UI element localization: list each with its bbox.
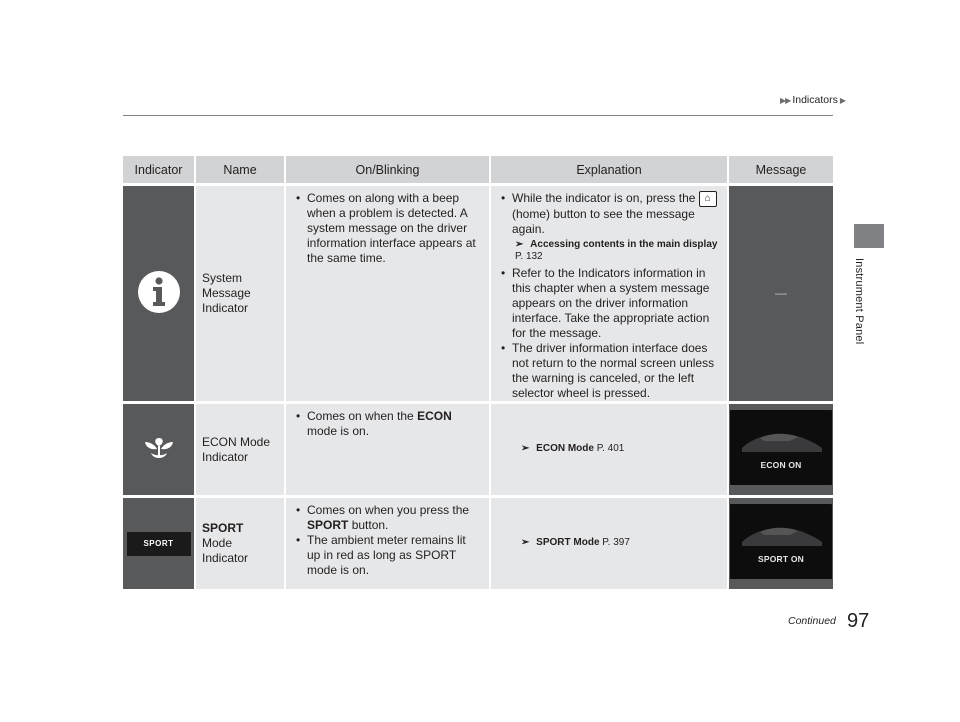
name-cell (196, 495, 286, 589)
explanation-cell (491, 401, 729, 495)
table-row (123, 495, 833, 589)
home-icon: ⌂ (699, 191, 717, 207)
sport-badge-icon: SPORT (127, 532, 191, 556)
col-header-explanation: Explanation (491, 156, 729, 183)
indicator-name: System Message Indicator (202, 271, 251, 315)
message-cell (729, 401, 833, 495)
reference-title[interactable]: ECON Mode (536, 443, 594, 454)
page-number: 97 (847, 610, 870, 632)
message-cell (729, 183, 833, 401)
indicators-table (123, 156, 833, 589)
list-item: • Comes on along with a beep when a problem is detected. A system message on the driver information interface appears at the same time. (294, 191, 481, 266)
name-bold: SPORT (202, 521, 244, 535)
table-row (123, 401, 833, 495)
explanation-cell (491, 183, 729, 401)
list-item (294, 409, 481, 439)
no-message-dash: — (775, 286, 787, 300)
breadcrumb-label: Indicators (792, 94, 838, 106)
reference-arrow-icon: ➢ (515, 239, 524, 250)
on-blinking-cell (286, 183, 491, 401)
reference-arrow-icon: ➢ (521, 443, 530, 454)
col-header-indicator: Indicator (123, 156, 196, 183)
list-item: • Refer to the Indicators information in this chapter when a system message appears on the driver information interface. Take the appropriate action for the message. (499, 266, 719, 341)
on-blinking-cell (286, 495, 491, 589)
breadcrumb (780, 94, 845, 106)
reference-page[interactable]: P. 132 (515, 251, 543, 262)
econ-indicator-cell (123, 401, 196, 495)
sport-indicator-cell (123, 495, 196, 589)
car-silhouette-icon (730, 508, 832, 558)
message-cell (729, 495, 833, 589)
name-cell (196, 401, 286, 495)
info-circle-icon (136, 269, 182, 315)
table-header-row (123, 156, 833, 183)
reference-page[interactable]: P. 401 (596, 443, 625, 454)
on-blinking-cell (286, 401, 491, 495)
section-tab (854, 224, 884, 248)
sport-on-display-image (730, 504, 832, 579)
econ-leaf-icon (142, 432, 176, 464)
screen-text: SPORT ON (758, 554, 804, 564)
on-text: Comes on when the (307, 409, 414, 423)
cross-reference[interactable] (491, 443, 727, 455)
explanation-cell (491, 495, 729, 589)
list-item (294, 503, 481, 533)
system-message-indicator-cell (123, 183, 196, 401)
on-text: button. (351, 518, 389, 532)
cross-reference[interactable] (491, 239, 727, 263)
col-header-name: Name (196, 156, 286, 183)
name-rest: Mode Indicator (202, 536, 249, 565)
list-item: • The driver information interface does not return to the normal screen unless the warning is canceled, or the left selector wheel is pressed. (499, 341, 719, 401)
table-row (123, 183, 833, 401)
reference-title[interactable]: Accessing contents in the main display (530, 239, 718, 250)
econ-on-display-image (730, 410, 832, 485)
name-cell (196, 183, 286, 401)
on-text: mode is on. (307, 424, 370, 438)
car-silhouette-icon (730, 414, 832, 464)
on-text-bold: ECON (417, 409, 452, 423)
reference-page[interactable]: P. 397 (602, 537, 630, 548)
explanation-text: (home) button to see the message again. (512, 207, 695, 236)
header-rule (123, 115, 833, 116)
cross-reference[interactable] (491, 537, 727, 549)
continued-label: Continued (788, 615, 836, 627)
explanation-text: While the indicator is on, press the (512, 191, 696, 206)
reference-title[interactable]: SPORT Mode (536, 537, 600, 548)
arrow-icon: ▶ (839, 95, 845, 105)
col-header-message: Message (729, 156, 833, 183)
list-item (499, 191, 719, 237)
indicator-name (196, 521, 278, 566)
reference-arrow-icon: ➢ (521, 537, 530, 548)
section-label: Instrument Panel (853, 258, 865, 345)
double-arrow-icon: ▶▶ (780, 95, 791, 105)
col-header-on-blinking: On/Blinking (286, 156, 491, 183)
screen-text: ECON ON (760, 460, 802, 470)
on-text: Comes on when you press the (307, 503, 470, 517)
list-item: • The ambient meter remains lit up in red as long as SPORT mode is on. (294, 533, 481, 578)
indicator-name: ECON Mode Indicator (202, 434, 271, 464)
on-text-bold: SPORT (307, 518, 349, 532)
